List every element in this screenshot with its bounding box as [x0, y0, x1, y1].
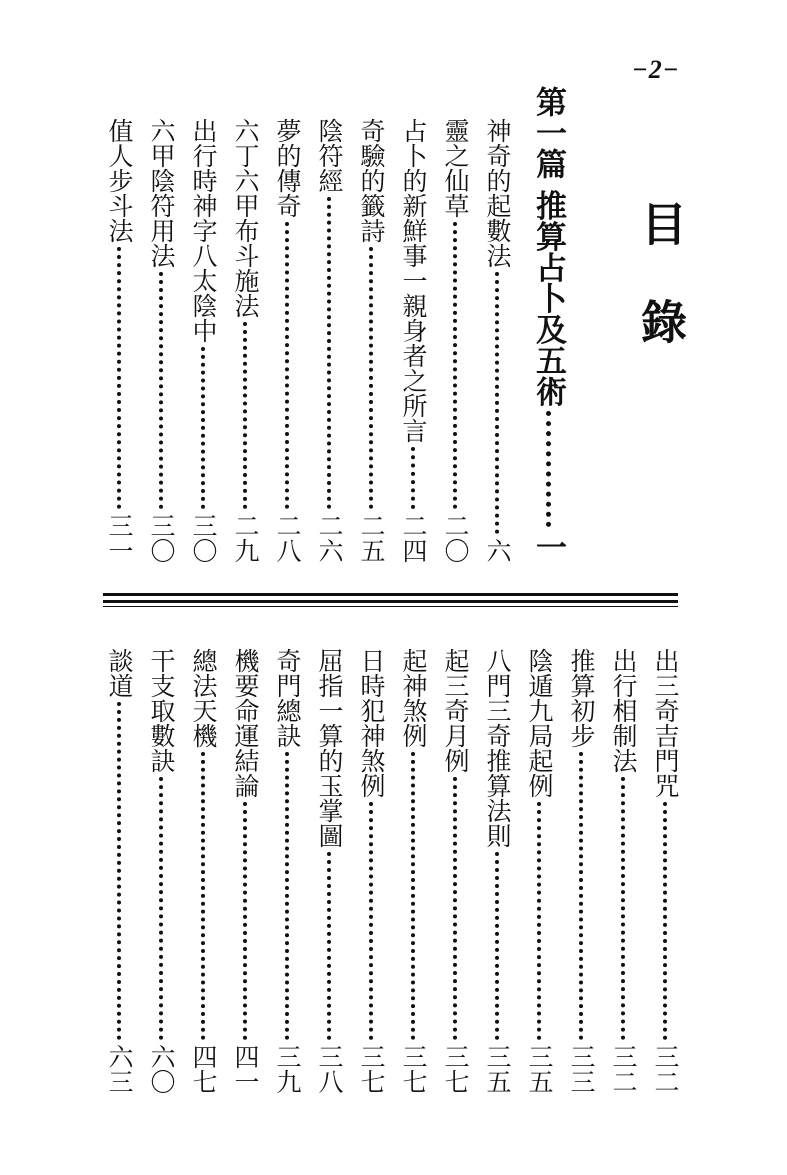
toc-entry-page: 二九 [231, 513, 260, 563]
toc-entry [142, 648, 180, 1094]
toc-entry-page: 三七 [357, 1044, 386, 1094]
toc-entry [436, 118, 474, 563]
toc-entry-page: 六 [483, 538, 512, 563]
divider-rule [103, 606, 678, 607]
toc-entry-title: 六丁六甲布斗施法 [231, 118, 260, 318]
toc-entry [604, 648, 642, 1094]
toc-entry [226, 118, 264, 563]
page-title: 目錄 [634, 200, 688, 396]
leader-dots [546, 411, 551, 527]
toc-entry [310, 648, 348, 1094]
toc-entry-title: 奇門總訣 [273, 648, 302, 748]
toc-entry [436, 648, 474, 1094]
page-number: −2− [632, 55, 680, 84]
toc-entry-title: 屈指一算的玉掌圖 [315, 648, 344, 848]
toc-entry-title: 值人步斗法 [105, 118, 134, 243]
section-title: 第一篇 推算占卜及五術 [530, 86, 566, 407]
toc-entry [478, 648, 516, 1094]
toc-entry-title: 推算初步 [567, 648, 596, 748]
toc-entry-page: 二五 [357, 513, 386, 563]
toc-entry [352, 118, 390, 563]
toc-entry-title: 八門三奇推算法則 [483, 648, 512, 848]
toc-entry-page: 三九 [273, 1044, 302, 1094]
leader-dots [159, 777, 163, 1040]
toc-entry [394, 118, 432, 563]
toc-entry-page: 六三 [105, 1044, 134, 1094]
toc-entry-page: 二〇 [441, 513, 470, 563]
toc-entry-page: 三〇 [189, 513, 218, 563]
toc-entry-page: 二四 [399, 513, 428, 563]
leader-dots [117, 702, 121, 1040]
toc-entry-page: 三七 [441, 1044, 470, 1094]
toc-entry-page: 三三 [567, 1044, 596, 1094]
toc-entry-title: 出行相制法 [609, 648, 638, 773]
toc-entry-page: 三五 [483, 1044, 512, 1094]
toc-entry-page: 三一 [105, 513, 134, 563]
section-heading [526, 86, 570, 562]
toc-entry-title: 神奇的起數法 [483, 118, 512, 268]
leader-dots [495, 272, 499, 534]
toc-entry [100, 118, 138, 563]
toc-entry [646, 648, 684, 1094]
toc-entry-title: 起神煞例 [399, 648, 428, 748]
toc-entry-title: 談道 [105, 648, 134, 698]
leader-dots [579, 752, 583, 1040]
toc-entry-title: 機要命運結論 [231, 648, 260, 798]
divider-rule [103, 593, 678, 596]
leader-dots [621, 777, 625, 1040]
leader-dots [117, 247, 121, 509]
toc-entry-page: 二八 [273, 513, 302, 563]
leader-dots [537, 802, 541, 1040]
toc-entry-title: 夢的傳奇 [273, 118, 302, 218]
leader-dots [411, 752, 415, 1040]
toc-entry [478, 118, 516, 563]
toc-entry [226, 648, 264, 1094]
leader-dots [201, 347, 205, 509]
leader-dots [495, 852, 499, 1040]
toc-entry-title: 占卜的新鮮事一親身者之所言 [399, 118, 428, 443]
toc-entry [562, 648, 600, 1094]
toc-entry [100, 648, 138, 1094]
leader-dots [453, 222, 457, 509]
leader-dots [369, 247, 373, 509]
divider-rule [103, 600, 678, 603]
toc-entry-title: 奇驗的籤詩 [357, 118, 386, 243]
toc-entry-page: 四一 [231, 1044, 260, 1094]
leader-dots [453, 777, 457, 1040]
toc-entry [268, 648, 306, 1094]
leader-dots [201, 752, 205, 1040]
section-page: 一 [530, 531, 566, 562]
toc-entry-title: 陰遁九局起例 [525, 648, 554, 798]
toc-entry-title: 出行時神字八太陰中 [189, 118, 218, 343]
leader-dots [663, 802, 667, 1040]
toc-entry [352, 648, 390, 1094]
leader-dots [159, 272, 163, 509]
toc-entry-page: 六〇 [147, 1044, 176, 1094]
toc-entry-title: 陰符經 [315, 118, 344, 193]
toc-entry-title: 出三奇吉門咒 [651, 648, 680, 798]
toc-entry-page: 三七 [399, 1044, 428, 1094]
toc-entry [394, 648, 432, 1094]
leader-dots [285, 752, 289, 1040]
leader-dots [243, 802, 247, 1040]
leader-dots [285, 222, 289, 509]
leader-dots [411, 447, 415, 509]
toc-entry [184, 648, 222, 1094]
leader-dots [369, 802, 373, 1040]
leader-dots [327, 852, 331, 1040]
toc-entry-title: 總法天機 [189, 648, 218, 748]
toc-entry-page: 三八 [315, 1044, 344, 1094]
toc-entry [310, 118, 348, 563]
leader-dots [327, 197, 331, 509]
toc-entry [142, 118, 180, 563]
leader-dots [243, 322, 247, 509]
toc-entry-page: 四七 [189, 1044, 218, 1094]
toc-entry-title: 六甲陰符用法 [147, 118, 176, 268]
toc-entry-page: 三五 [525, 1044, 554, 1094]
toc-entry-title: 日時犯神煞例 [357, 648, 386, 798]
toc-entry-page: 二六 [315, 513, 344, 563]
toc-entry-title: 靈之仙草 [441, 118, 470, 218]
toc-entry-page: 三二 [651, 1044, 680, 1094]
toc-entry-title: 起三奇月例 [441, 648, 470, 773]
toc-entry-title: 干支取數訣 [147, 648, 176, 773]
toc-entry-page: 三〇 [147, 513, 176, 563]
toc-entry [520, 648, 558, 1094]
toc-entry [184, 118, 222, 563]
toc-entry [268, 118, 306, 563]
toc-entry-page: 三二 [609, 1044, 638, 1094]
